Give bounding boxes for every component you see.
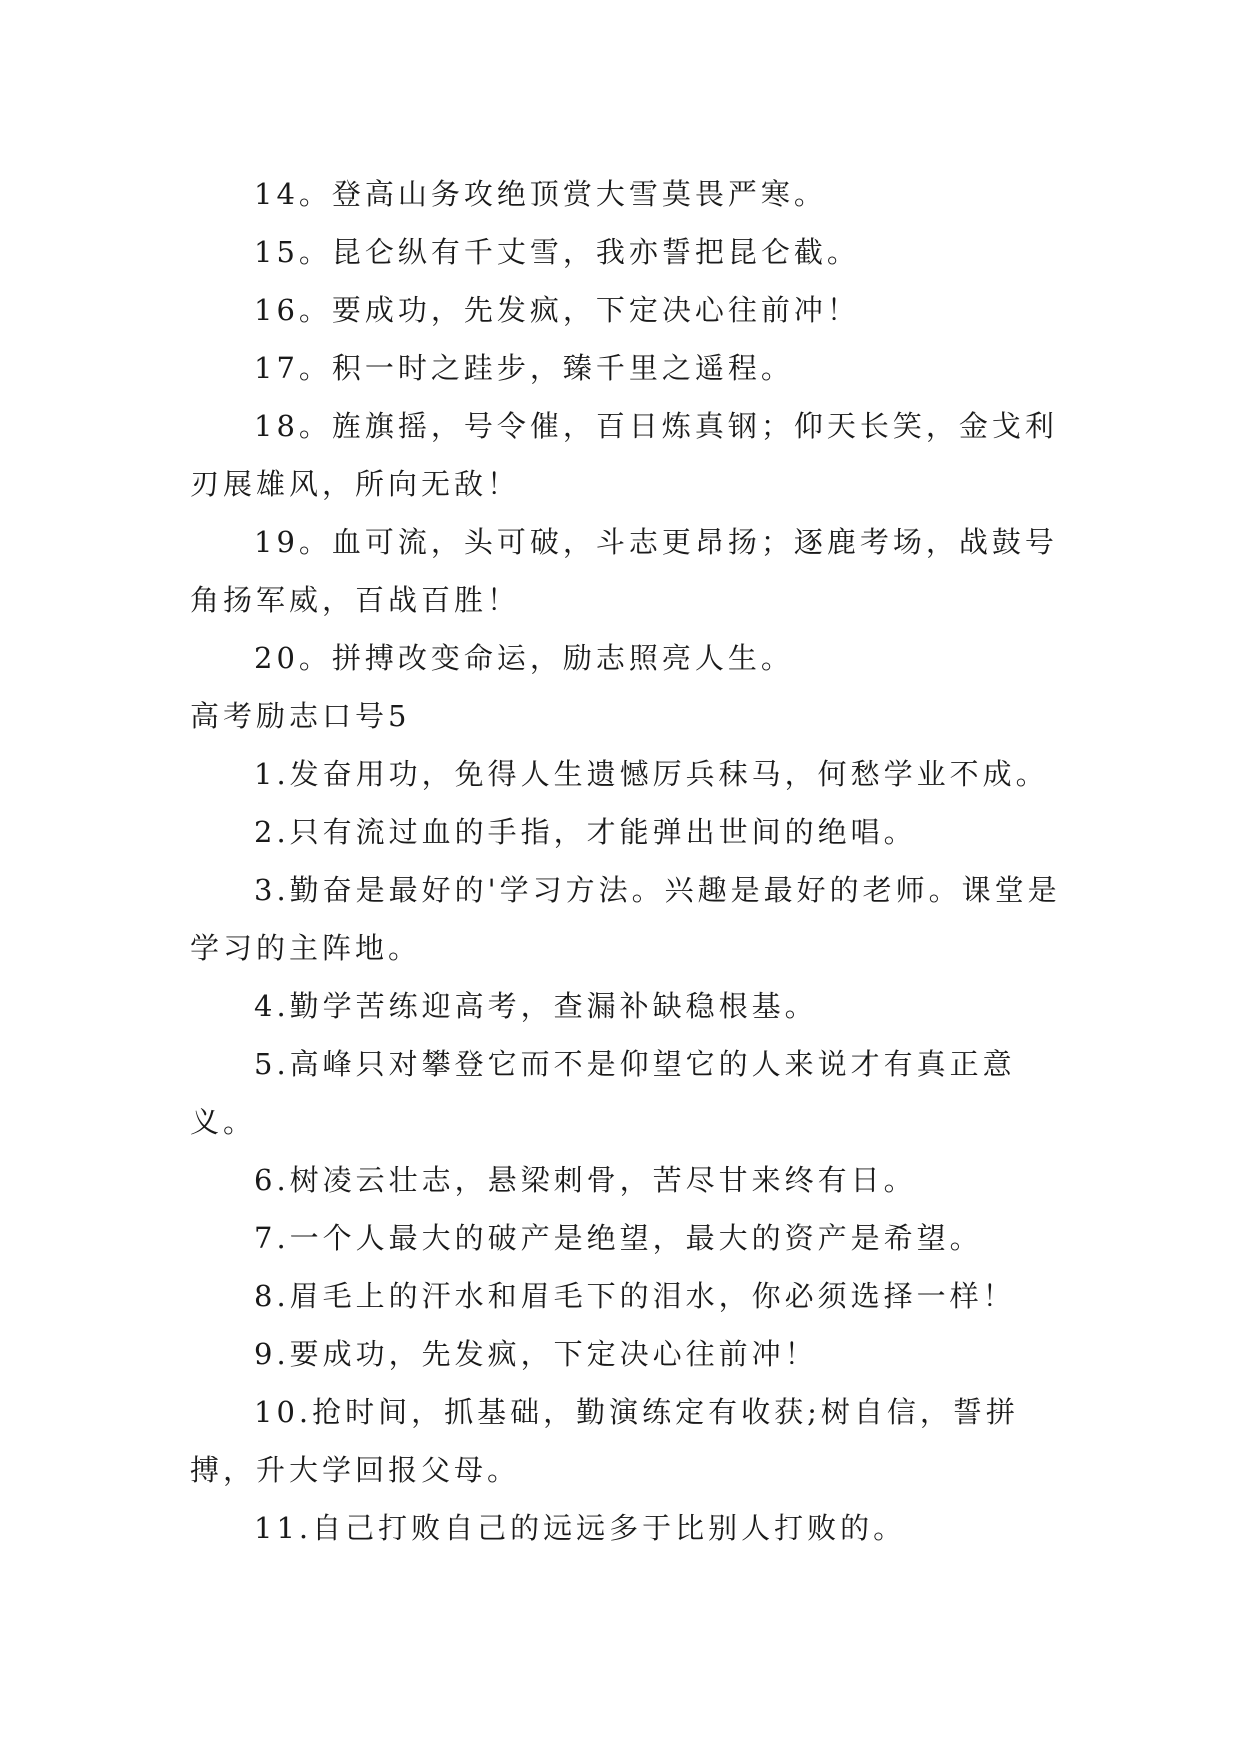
- slogan-5: 5.高峰只对攀登它而不是仰望它的人来说才有真正意义。: [190, 1047, 1016, 1139]
- slogan-3: 3.勤奋是最好的'学习方法。兴趣是最好的老师。课堂是学习的主阵地。: [190, 873, 1061, 965]
- slogan-2: 2.只有流过血的手指，才能弹出世间的绝唱。: [254, 815, 917, 849]
- paragraph-18: 18。旌旗摇，号令催，百日炼真钢；仰天长笑，金戈利刃展雄风，所向无敌！: [190, 409, 1058, 501]
- slogan-9: 9.要成功，先发疯，下定决心往前冲！: [254, 1337, 818, 1371]
- paragraph-16: 16。要成功，先发疯，下定决心往前冲！: [254, 293, 860, 327]
- slogan-8: 8.眉毛上的汗水和眉毛下的泪水，你必须选择一样！: [254, 1279, 1016, 1313]
- section-heading: 高考励志口号5: [190, 699, 411, 733]
- document-body: [190, 165, 1070, 1557]
- paragraph-17: 17。积一时之跬步，臻千里之遥程。: [254, 351, 794, 385]
- paragraph-20: 20。拼搏改变命运，励志照亮人生。: [254, 641, 794, 675]
- paragraph-14: 14。登高山务攻绝顶赏大雪莫畏严寒。: [254, 177, 827, 211]
- paragraph-19: 19。血可流，头可破，斗志更昂扬；逐鹿考场，战鼓号角扬军威，百战百胜！: [190, 525, 1058, 617]
- slogan-11: 11.自己打败自己的远远多于比别人打败的。: [254, 1511, 907, 1545]
- slogan-7: 7.一个人最大的破产是绝望，最大的资产是希望。: [254, 1221, 983, 1255]
- slogan-1: 1.发奋用功，免得人生遗憾厉兵秣马，何愁学业不成。: [254, 757, 1049, 791]
- slogan-10: 10.抢时间，抓基础，勤演练定有收获;树自信，誓拼搏，升大学回报父母。: [190, 1395, 1019, 1487]
- slogan-4: 4.勤学苦练迎高考，查漏补缺稳根基。: [254, 989, 818, 1023]
- slogan-6: 6.树凌云壮志，悬梁刺骨，苦尽甘来终有日。: [254, 1163, 917, 1197]
- paragraph-15: 15。昆仑纵有千丈雪，我亦誓把昆仑截。: [254, 235, 860, 269]
